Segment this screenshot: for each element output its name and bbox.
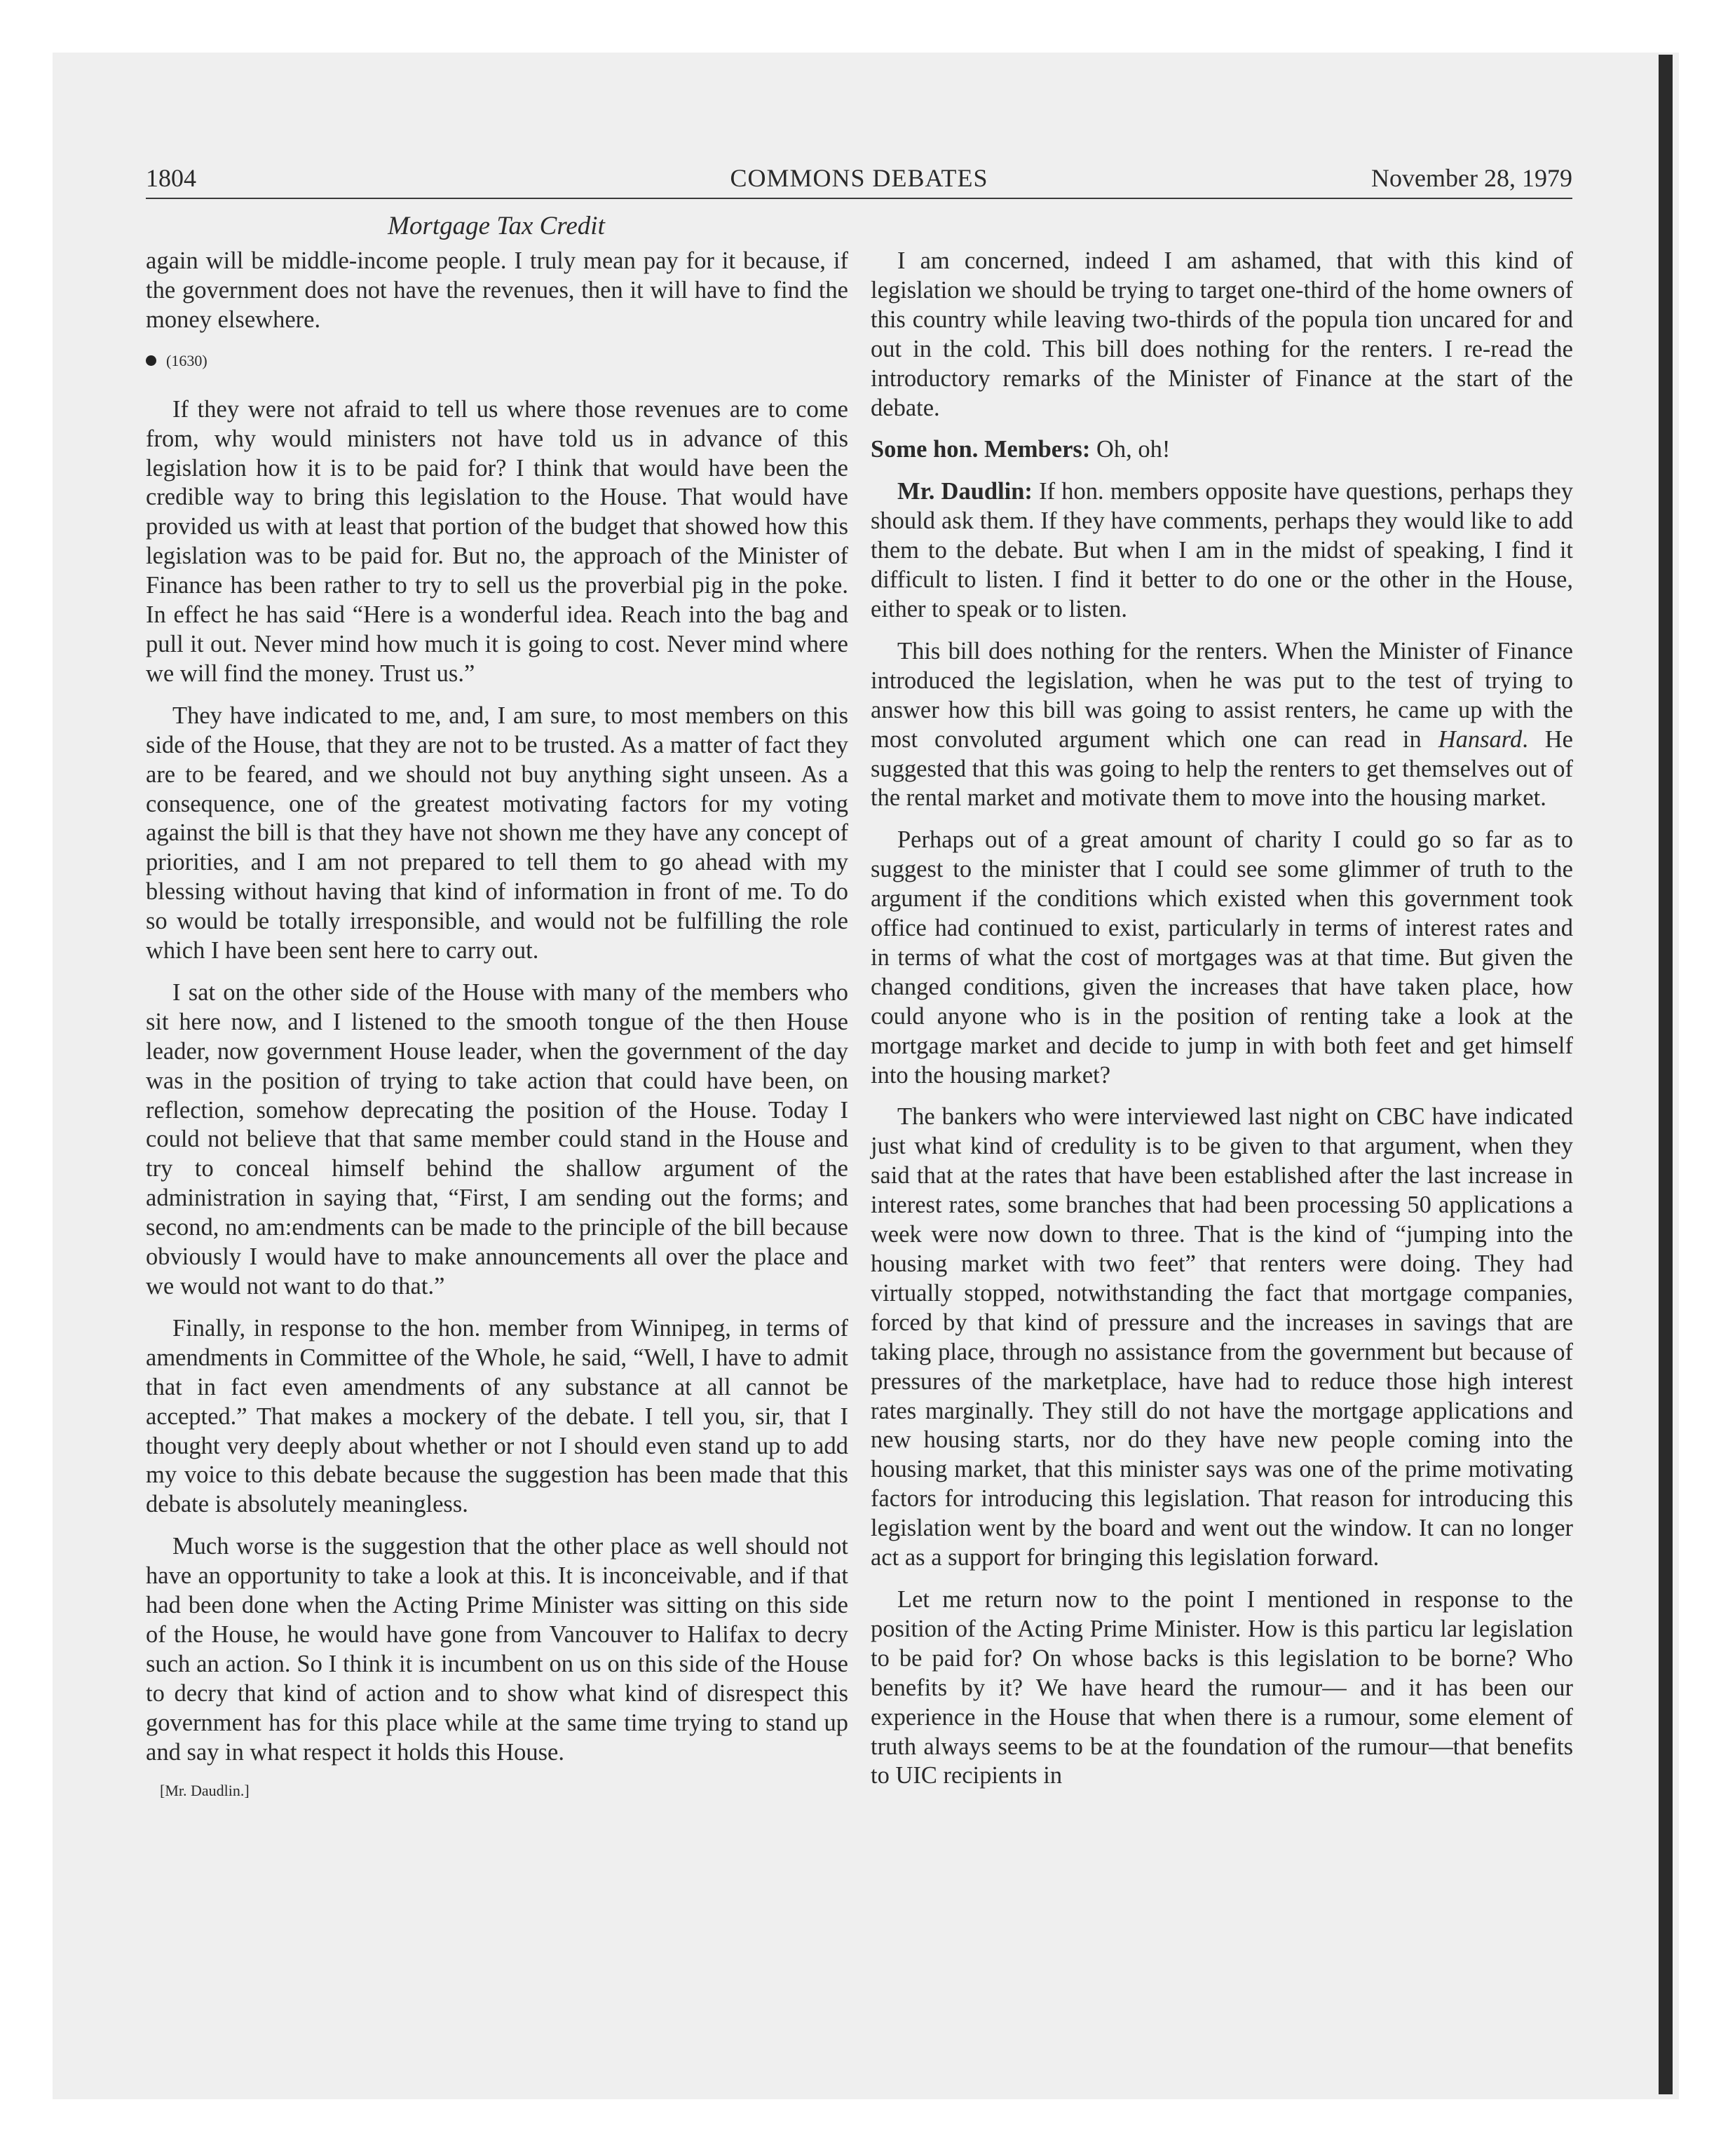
speech-paragraph xyxy=(871,477,1573,625)
paragraph: again will be middle-income people. I truly mean pay for it because, if the government does not have the revenues, then it will have to find the money elsewhere. xyxy=(146,247,848,333)
time-marker xyxy=(146,350,848,371)
bullet-icon xyxy=(146,355,156,366)
paragraph: If they were not afraid to tell us where those revenues are to come from, why would ministers not have told us in advance of this legislation how it is to be paid for? I think that would have been the credible way to bring this legislation to the House. That would have provided us with at least that portion of the budget that showed how this legislation was to be paid for. But no, the approach of the Minister of Finance has been rather to try to sell us the proverbial pig in the poke. In effect he has said “Here is a wonderful idea. Reach into the bag and pull it out. Never mind how much it is going to cost. Never mind where we will find the money. Trust us.” xyxy=(146,395,848,687)
section-title: Mortgage Tax Credit xyxy=(388,212,605,240)
paragraph: I am concerned, indeed I am ashamed, that with this kind of legislation we should be trying to target one-third of the home owners of this country while leaving two-thirds of the popula tion uncared for and out in the cold. This bill does nothing for the renters. I re-read the introductory remarks of the Minister of Finance at the start of the debate. xyxy=(871,247,1573,421)
left-column xyxy=(146,247,848,1801)
interjection-speaker: Some hon. Members: xyxy=(871,436,1091,463)
paragraph: Finally, in response to the hon. member from Winnipeg, in terms of amendments in Committee of the Whole, he said, “Well, I have to admit that in fact even amendments of any substance at all cannot be accepted.” That makes a mockery of the debate. I tell you, sir, that I thought very deeply about whether or not I should even stand up to add my voice to this debate because the suggestion has been made that this debate is absolutely meaningless. xyxy=(146,1314,848,1518)
page-number: 1804 xyxy=(146,164,196,192)
speech-text: If hon. members opposite have questions, perhaps they should ask them. If they have comments, perhaps they would like to add them to the debate. But when I am in the midst of speaking, I find it difficult to listen. I find it better to do one or the other in the House, either to speak or to listen. xyxy=(871,478,1573,622)
running-header xyxy=(146,160,1572,196)
interjection xyxy=(871,435,1573,465)
speaker-reference: [Mr. Daudlin.] xyxy=(160,1781,250,1799)
hansard-reference: Hansard xyxy=(1438,725,1523,753)
paragraph-text: . He suggested that this was going to help the renters to get themselves out of the rental market and motivate them to move into the housing market. xyxy=(871,725,1573,812)
right-column xyxy=(871,247,1573,1803)
paragraph: Much worse is the suggestion that the other place as well should not have an opportunity to take a look at this. It is inconceivable, and if that had been done when the Acting Prime Minister was sitting on this side of the House, he would have gone from Vancouver to Halifax to decry such an action. So I think it is incumbent on us on this side of the House to decry that kind of action and to show what kind of disrespect this government has for this place while at the same time trying to stand up and say in what respect it holds this House. xyxy=(146,1533,848,1766)
header-date: November 28, 1979 xyxy=(1371,164,1572,192)
speaker-name: Mr. Daudlin: xyxy=(897,478,1033,505)
paragraph: They have indicated to me, and, I am sure, to most members on this side of the House, that they are not to be trusted. As a matter of fact they are to be feared, and we should not buy anything sight unseen. As a consequence, one of the greatest motivating factors for my voting against the bill is that they have not shown me they have any concept of priorities, and I am not prepared to tell them to go ahead with my blessing without having that kind of information in front of me. To do so would be totally irresponsible, and would not be fulfilling the role which I have been sent here to carry out. xyxy=(146,702,848,964)
journal-title: COMMONS DEBATES xyxy=(730,164,988,192)
paragraph: Perhaps out of a great amount of charity I could go so far as to suggest to the minister that I could see some glimmer of truth to the argument if the conditions which existed when this government took office had continued to exist, particularly in terms of interest rates and in terms of what the cost of mortgages was at that time. But given the changed conditions, given the increases that have taken place, how could anyone who is in the position of renting take a look at the mortgage market and decide to jump in with both feet and get himself into the housing market? xyxy=(871,826,1573,1089)
paragraph: I sat on the other side of the House with many of the members who sit here now, and I listened to the smooth tongue of the then House leader, now government House leader, when the government of the day was in the position of trying to take action that could have been, on reflection, somehow deprecating the position of the House. Today I could not believe that that same member could stand in the House and try to conceal himself behind the shallow argument of the administration in saying that, “First, I am sending out the forms; and second, no am:endments can be made to the principle of the bill because obviously I would have to make announcements all over the place and we would not want to do that.” xyxy=(146,978,848,1299)
time-marker-label: (1630) xyxy=(166,351,207,369)
interjection-text: Oh, oh! xyxy=(1090,436,1171,463)
paragraph-text: This bill does nothing for the renters. When the Minister of Finance introduced the legislation, when he was put to the test of trying to answer how this bill was going to assist renters, he came up with the most convoluted argument which one can read in xyxy=(871,637,1573,753)
header-rule xyxy=(146,198,1572,199)
paragraph: The bankers who were interviewed last night on CBC have indicated just what kind of credulity is to be given to that argument, when they said that at the rates that have been established after the last increase in interest rates, some branches that had been processing 50 applications a week were now down to three. That is the kind of “jumping into the housing market with two feet” that renters were doing. They had virtually stopped, notwithstanding the fact that mortgage companies, forced by that kind of pressure and the increases in savings that are taking place, through no assistance from the government but because of pressures of the marketplace, have had to reduce those high interest rates marginally. They still do not have the mortgage applications and new housing starts, nor do they have new people coming into the housing market, that this minister says was one of the prime motivating factors for introducing this legislation. That reason for introducing this legislation went by the board and went out the window. It can no longer act as a support for bringing this legislation forward. xyxy=(871,1103,1573,1571)
paragraph: Let me return now to the point I mentioned in response to the position of the Acting Prime Minister. How is this particu lar legislation to be paid for? On whose backs is this legislation to be borne? Who benefits by it? We have heard the rumour— and it has been our experience in the House that when there is a rumour, some element of truth always seems to be at the foundation of the rumour—that benefits to UIC recipients in xyxy=(871,1585,1573,1789)
scan-edge-shadow xyxy=(1659,55,1673,2094)
paragraph xyxy=(871,637,1573,813)
